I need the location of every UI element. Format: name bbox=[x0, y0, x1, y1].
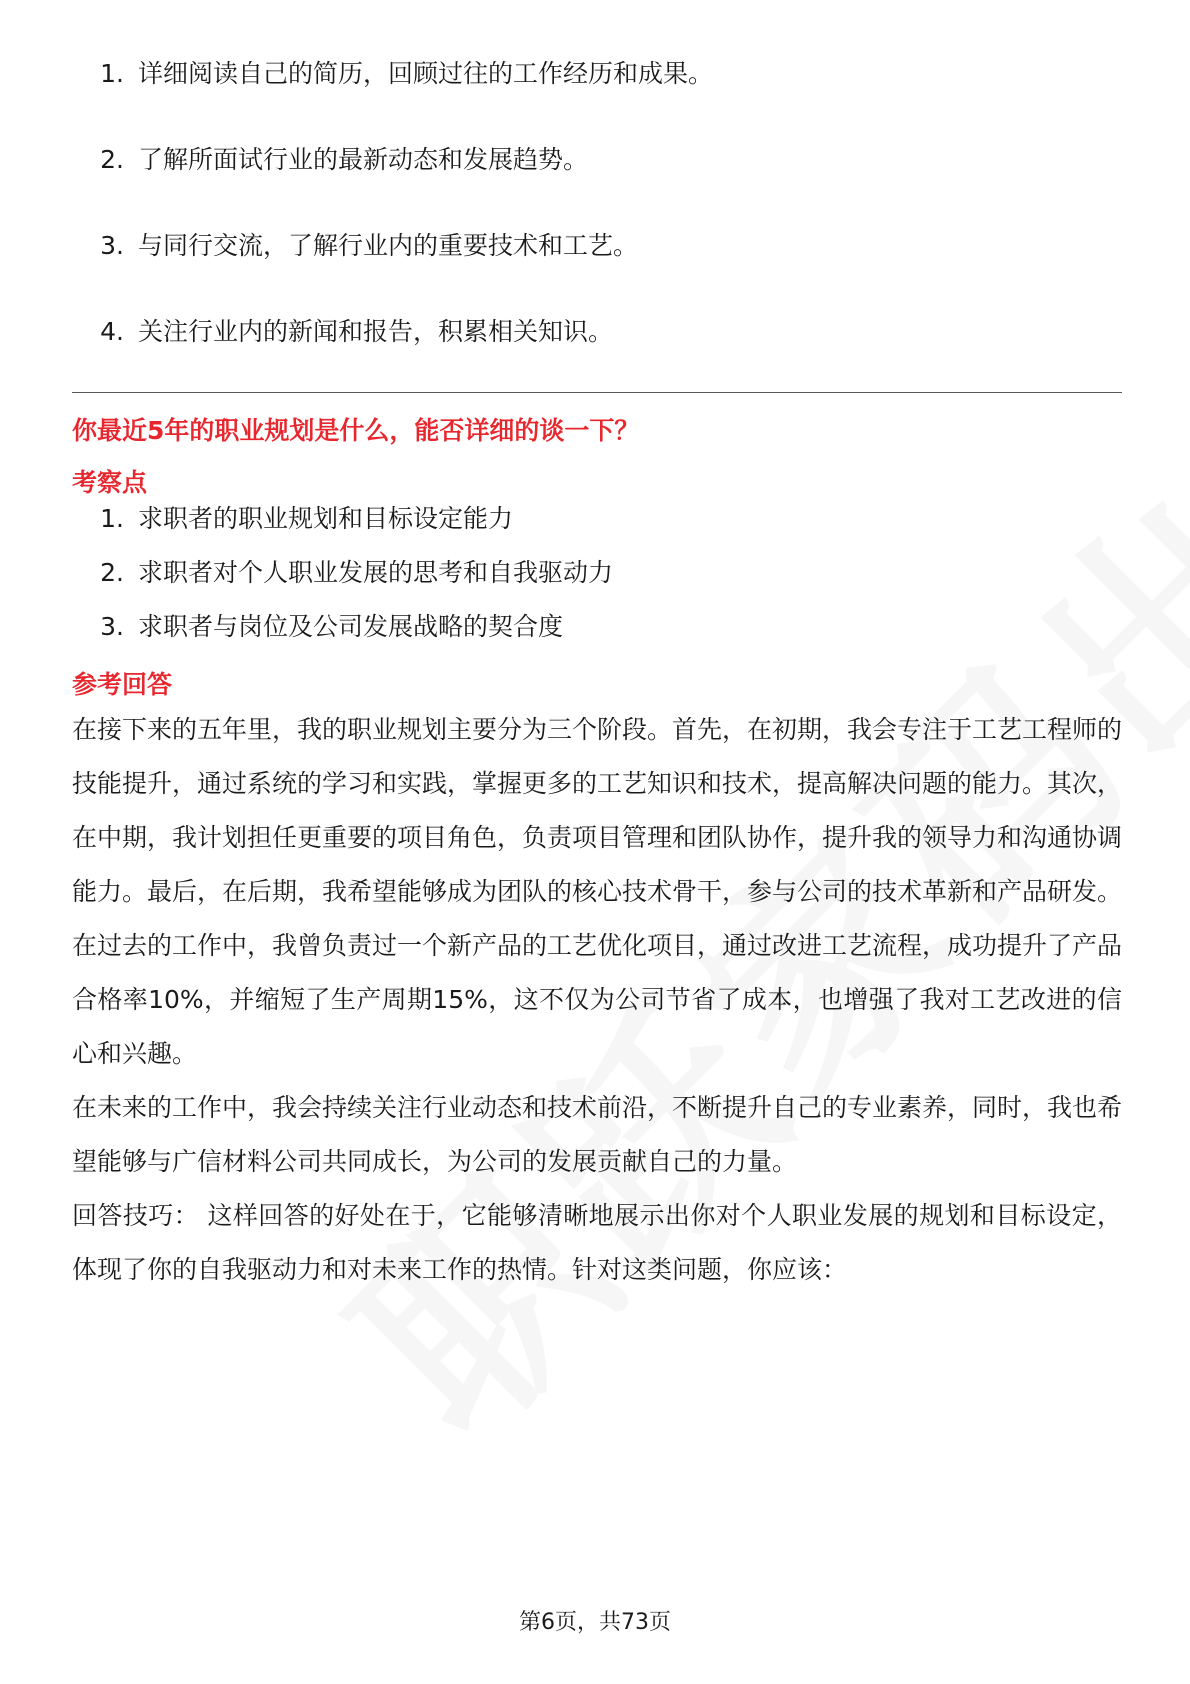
list-item bbox=[72, 501, 1122, 537]
list-item-number: 2. bbox=[100, 145, 124, 174]
list-item-text: 求职者与岗位及公司发展战略的契合度 bbox=[138, 612, 564, 641]
answer-paragraph: 在接下来的五年里，我的职业规划主要分为三个阶段。首先，在初期，我会专注于工艺工程师的技能提升，通过系统的学习和实践，掌握更多的工艺知识和技术，提高解决问题的能力。其次，在中期，我计划担任更重要的项目角色，负责项目管理和团队协作，提升我的领导力和沟通协调能力。最后，在后期，我希望能够成为团队的核心技术骨干，参与公司的技术革新和产品研发。 bbox=[72, 715, 1123, 906]
list-item bbox=[72, 609, 1122, 645]
list-item-number: 2. bbox=[100, 558, 124, 587]
answer-tips-paragraph: 回答技巧： 这样回答的好处在于，它能够清晰地展示出你对个人职业发展的规划和目标设定，体现了你的自我驱动力和对未来工作的热情。针对这类问题，你应该： bbox=[72, 1201, 1122, 1284]
list-item-text: 与同行交流，了解行业内的重要技术和工艺。 bbox=[138, 231, 639, 260]
list-item bbox=[72, 314, 1122, 350]
list-item-number: 4. bbox=[100, 317, 124, 346]
answer-paragraph: 在过去的工作中，我曾负责过一个新产品的工艺优化项目，通过改进工艺流程，成功提升了产品合格率10%，并缩短了生产周期15%，这不仅为公司节省了成本，也增强了我对工艺改进的信心和兴趣。 bbox=[72, 931, 1123, 1068]
list-item-number: 1. bbox=[100, 59, 124, 88]
list-item bbox=[72, 555, 1122, 591]
list-item-number: 1. bbox=[100, 504, 124, 533]
question-heading: 你最近5年的职业规划是什么，能否详细的谈一下？ bbox=[72, 416, 640, 445]
list-item-text: 关注行业内的新闻和报告，积累相关知识。 bbox=[138, 317, 614, 346]
section-divider bbox=[72, 392, 1122, 393]
page-content bbox=[72, 56, 1122, 1297]
answer-paragraph: 在未来的工作中，我会持续关注行业动态和技术前沿，不断提升自己的专业素养，同时，我也希望能够与广信材料公司共同成长，为公司的发展贡献自己的力量。 bbox=[72, 1093, 1123, 1176]
page-number-footer: 第6页，共73页 bbox=[519, 1610, 671, 1635]
list-item bbox=[72, 56, 1122, 92]
assessment-list bbox=[72, 501, 1122, 645]
list-item-text: 求职者的职业规划和目标设定能力 bbox=[138, 504, 514, 533]
list-item bbox=[72, 142, 1122, 178]
list-item-number: 3. bbox=[100, 612, 124, 641]
prep-steps-list bbox=[72, 56, 1122, 350]
reference-answer-heading: 参考回答 bbox=[72, 670, 173, 699]
assessment-heading: 考察点 bbox=[72, 468, 148, 497]
list-item-text: 了解所面试行业的最新动态和发展趋势。 bbox=[138, 145, 589, 174]
list-item bbox=[72, 228, 1122, 264]
list-item-text: 详细阅读自己的简历，回顾过往的工作经历和成果。 bbox=[138, 59, 714, 88]
list-item-number: 3. bbox=[100, 231, 124, 260]
list-item-text: 求职者对个人职业发展的思考和自我驱动力 bbox=[138, 558, 614, 587]
